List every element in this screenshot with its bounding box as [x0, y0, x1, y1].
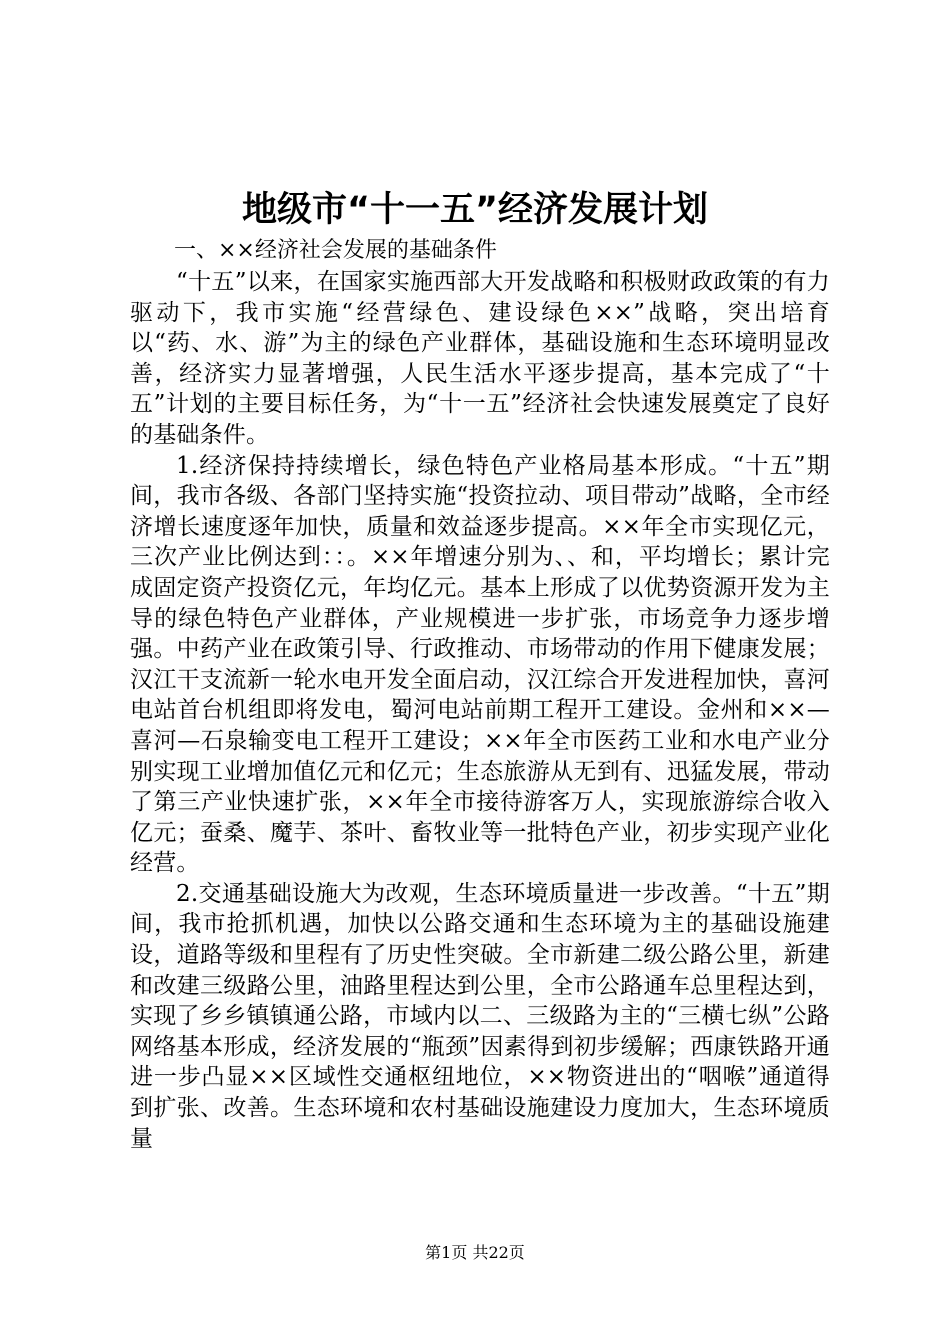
document-title: 地级市“十一五”经济发展计划: [241, 190, 708, 230]
page-number: 第1页 共22页: [425, 1243, 525, 1262]
paragraph-economy: 1.经济保持持续增长，绿色特色产业格局基本形成。“十五”期间，我市各级、各部门坚持实施“投资拉动、项目带动”战略，全市经济增长速度逐年加快，质量和效益逐步提高。××年全市实现亿元，三次产业比例达到：：。××年增速分别为、、和，平均增长；累计完成固定资产投资亿元，年均亿元。基本上形成了以优势资源开发为主导的绿色特色产业群体，产业规模进一步扩张，市场竞争力逐步增强。中药产业在政策引导、行政推动、市场带动的作用下健康发展；汉江干支流新一轮水电开发全面启动，汉江综合开发进程加快，喜河电站首台机组即将发电，蜀河电站前期工程开工建设。金州和××—喜河—石泉输变电工程开工建设；××年全市医药工业和水电产业分别实现工业增加值亿元和亿元；生态旅游从无到有、迅猛发展，带动了第三产业快速扩张，××年全市接待游客万人，实现旅游综合收入亿元；蚕桑、魔芋、茶叶、畜牧业等一批特色产业，初步实现产业化经营。: [130, 452, 830, 877]
paragraph-infrastructure: 2.交通基础设施大为改观，生态环境质量进一步改善。“十五”期间，我市抢抓机遇，加快以公路交通和生态环境为主的基础设施建设，道路等级和里程有了历史性突破。全市新建二级公路公里，新建和改建三级路公里，油路里程达到公里，全市公路通车总里程达到，实现了乡乡镇镇通公路，市域内以二、三级路为主的“三横七纵”公路网络基本形成，经济发展的“瓶颈”因素得到初步缓解；西康铁路开通进一步凸显××区域性交通枢纽地位，××物资进出的“咽喉”通道得到扩张、改善。生态环境和农村基础设施建设力度加大，生态环境质量: [130, 880, 830, 1152]
paragraph-intro: “十五”以来，在国家实施西部大开发战略和积极财政政策的有力驱动下，我市实施“经营绿色、建设绿色××”战略，突出培育以“药、水、游”为主的绿色产业群体，基础设施和生态环境明显改善，经济实力显著增强，人民生活水平逐步提高，基本完成了“十五”计划的主要目标任务，为“十一五”经济社会快速发展奠定了良好的基础条件。: [130, 269, 830, 448]
page-footer: [0, 1242, 950, 1264]
section-heading: 一、××经济社会发展的基础条件: [174, 238, 497, 263]
document-body: [130, 234, 830, 1154]
